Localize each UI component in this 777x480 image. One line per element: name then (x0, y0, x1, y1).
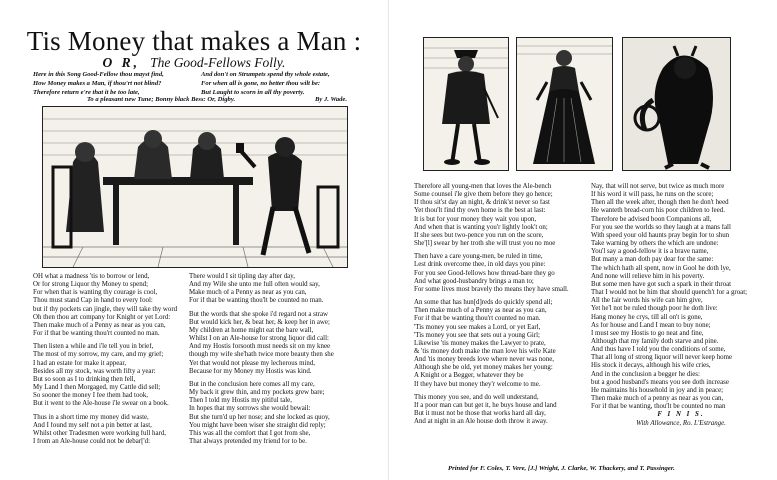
verse-line: If his word it will pass, he runs on the score; (591, 191, 714, 199)
verse-line: With speed your old haunts pray begin for to shun (591, 231, 730, 239)
verse-line: 'Tis money you see makes a Lord, or yet Earl, (414, 323, 541, 331)
verse-line: That all long of strong liquor will never keep home (591, 354, 733, 362)
verse-line: You'l say a good-fellow it is a brave name, (591, 248, 709, 256)
verse-line: Likewise 'tis money makes the Lawyer to prate, (414, 339, 546, 347)
verse-line: Then I told my Hostis my pitiful tale, (189, 397, 292, 405)
tune-line (87, 96, 347, 103)
verse-line: For if that be wanting, thou'lt be counted no man (591, 403, 726, 411)
ballad-subtitle (0, 55, 388, 71)
verse-line: though my wife she'hath twice more beauty then she (189, 351, 334, 359)
verse-line: But in the conclusion here comes all my care, (189, 380, 315, 388)
left-verse-column-1 (33, 273, 183, 446)
verse-line: The which hath all spent, now in Gool he doth lye, (591, 264, 731, 272)
lady-woodcut-image (516, 37, 613, 171)
gentleman-woodcut-image (423, 37, 509, 171)
verse-line: Although she be old, yet money makes her young: (414, 364, 553, 372)
verse-line: But so soon as I to drinking then fell, (33, 375, 136, 383)
subtitle-or: O R, (102, 55, 141, 70)
verse-line: Then have a care young-men, be ruled in time, (414, 253, 543, 261)
verse-line: If they have but money they'r welcome to me. (414, 380, 541, 388)
verse-line: Because for my Money my Hostis was kind. (189, 367, 312, 375)
verse-line: She'[l] swear by her troth she will trust you no moe (414, 240, 556, 248)
verse-line: In hopes that my sorrows she would bewail: (189, 405, 311, 413)
verse-line: Besides all my stock, was worth fifty a year: (33, 367, 156, 375)
verse-line: For if that be wanting thou'rt counted no man. (414, 315, 541, 323)
verse-line: but if thy pockets can jingle, they will take thy word (33, 305, 178, 313)
verse-line: 'Tis money you see that sets out a young Girl; (414, 331, 540, 339)
verse-line: But it went to the Ale-house i'le swear on a book. (33, 400, 169, 408)
verse-line: For some lives most bravely tho means they have small. (414, 285, 569, 293)
subtitle-text: The Good-Fellows Folly. (150, 55, 286, 70)
ballad-title: Tis Money that makes a Man : (26, 26, 362, 56)
verse-line: And I found my self not a pin better at last, (33, 421, 152, 429)
verse-line: Therefore all young-men that loves the Ale-bench (414, 183, 552, 190)
verse-line: Hang money he crys, till all on't is gone, (591, 313, 703, 321)
verse-line: And when that is wanting you'r lightly look't on; (414, 223, 548, 231)
verse-line: And my Wife she unto me full often would say, (189, 281, 320, 289)
verse-line: This was all the comfort that I got from she, (189, 429, 311, 437)
gentleman-woodcut-drawing (424, 38, 508, 170)
verse-line: Then make much of a Penny as near as you can, (33, 321, 166, 329)
verse-line: Then make much of a Penny as near as you can, (414, 307, 547, 315)
verse-line: As for house and Land I mean to buy none; (591, 321, 711, 329)
verse-line: For you see the worlds so they laugh at a mans fall (591, 223, 731, 231)
verse-line: Make much of a Penny as near as you can, (189, 289, 307, 297)
verse-line: For if that be wanting thou'rt counted no man. (33, 330, 160, 338)
verse-line: For when that is wanting thy courage is cool, (33, 289, 158, 297)
verse-line: All the fair words his wife can him give, (591, 297, 703, 305)
verse-line: He maintains his household in joy and in peace; (591, 386, 724, 394)
verse-line: And thus have I told you the conditions of some, (591, 346, 726, 354)
verse-line: Nay, that will not serve, but twice as much more (591, 183, 725, 190)
verse-line: It is but for your money they wait you upon, (414, 215, 537, 223)
verse-line: That I would not be him that should quench't for a groat; (591, 289, 748, 297)
verse-line: And in the conclusion a begger he dies: (591, 370, 700, 378)
verse-line: I had an estate for make it appear, (33, 359, 127, 367)
printer-imprint: Printed for F. Coles, T. Vere, [J.] Wright, J. Clarke, W. Thackery, and T. Passinger. (448, 465, 675, 472)
verse-line: but a good husband's means you see doth increase (591, 378, 729, 386)
verse-line: And 'tis money breeds love where never was none, (414, 356, 554, 364)
verse-line: And what good-husbandry brings a man to; (414, 277, 534, 285)
lady-woodcut-drawing (517, 38, 612, 170)
intro-line: Therefore return e're that it be too late, (33, 89, 140, 97)
verse-line: Then make much of a penny as near as you can, (591, 395, 724, 403)
intro-line: For when all is gone, no better thou wilt be: (201, 80, 321, 88)
verse-line: Whilst I on an Ale-house for strong liquor did call: (189, 335, 329, 343)
verse-line: Some counsel i'le give them before they go hence; (414, 191, 553, 199)
verse-line: If thou sit'st day an night, & drink'st never so fast (414, 199, 550, 207)
verse-line: Oh then thou art company for Knight or yet Lord: (33, 313, 171, 321)
left-verse-column-2 (189, 273, 369, 446)
verse-line: And none will relieve him in his poverty. (591, 272, 705, 280)
verse-line: My back it grew thin, and my pockets grew bare; (189, 389, 325, 397)
verse-line: Then listen a while and i'le tell you in brief, (33, 343, 154, 351)
verse-line: This money you see, and do well understand, (414, 393, 539, 401)
verse-line: But it must not be those that works hard all day, (414, 410, 546, 418)
verse-line: If she sees but two-pence you run on the score, (414, 231, 544, 239)
verse-line: Take warning by others the which are undone: (591, 240, 719, 248)
verse-line: Yet thou'lt find thy own home is the best at last: (414, 207, 546, 215)
verse-line: So sooner the money I fee them had took, (33, 392, 149, 400)
verse-line: OH what a madness 'tis to borrow or lend, (33, 273, 150, 280)
verse-line: Thus in a short time my money did waste, (33, 413, 149, 421)
verse-line: Or for strong Liquor thy Money to spend; (33, 281, 149, 289)
tavern-woodcut-drawing (43, 107, 347, 267)
verse-line: His stock it decays, although his wife cries, (591, 362, 711, 370)
verse-line: Although that my family doth starve and pine. (591, 337, 719, 345)
right-verse-column-1 (414, 183, 586, 426)
intro-line: But Laught to scorn in all thy poverty. (201, 89, 305, 97)
author-credit: By J. Wade. (315, 96, 347, 103)
verse-line: The most of my sorrow, my care, and my grief; (33, 351, 164, 359)
verse-line: My children at home might eat the bare wall, (189, 326, 314, 334)
verse-line: Then all the week after, though then he don't heed (591, 199, 729, 207)
right-verse-column-2 (591, 183, 771, 428)
verse-line: Therefore be advised boon Companions all, (591, 215, 712, 223)
verse-line: You might have been wiser she straight did reply; (189, 421, 326, 429)
devil-woodcut-drawing (623, 38, 730, 170)
verse-line: He wanteth bread-corn his poor children to feed. (591, 207, 725, 215)
verse-line: There would I sit tipling day after day, (189, 273, 295, 280)
devil-woodcut-image (622, 37, 731, 171)
verse-line: A Knight or a Begger, whatever they be (414, 372, 524, 380)
intro-verse-left (33, 70, 164, 98)
verse-line: For you see Good-fellows how thread-bare they go (414, 269, 555, 277)
verse-line: But she turn'd up her nose; and she locked as quoy, (189, 413, 330, 421)
verse-line: Thou must stand Cap in hand to every fool: (33, 297, 153, 305)
verse-line: But would kick her, & beat her, & keep her in awe; (189, 318, 330, 326)
intro-line: Here in this Song Good-Fellow thou mayst find, (33, 71, 164, 78)
verse-line: I must see my Hostis to go neat and fine, (591, 329, 704, 337)
finis-mark: F I N I S. (657, 411, 705, 419)
intro-verse-right (201, 70, 330, 98)
verse-line: Whilst other Tradesmen were working full hard, (33, 429, 167, 437)
verse-line: My Land I then Morgaged, my Cattle did sell; (33, 384, 161, 392)
verse-line: That always pretended my friend for to be. (189, 437, 307, 445)
allowance-line: With Allowance, Ro. L'Estrange. (636, 419, 726, 427)
intro-line: How Money makes a Man, if thou'rt not blind? (33, 80, 162, 88)
verse-line: But the words that she spoke i'd regard not a straw (189, 310, 329, 318)
verse-line: I from an Ale-house could not be debar['d: (33, 437, 151, 445)
verse-line: Yet that would not please my lecherous mind, (189, 359, 315, 367)
verse-line: But many a man doth pay dear for the same: (591, 256, 714, 264)
intro-line: And don't on Strumpets spend thy whole estate, (201, 71, 330, 78)
verse-line: Lest drink overcome thee, in old days you pine: (414, 261, 546, 269)
verse-line: And at night in an Ale house doth throw it away. (414, 418, 548, 426)
verse-line: An some that has hun[d]reds do quickly spend all; (414, 299, 553, 307)
verse-line: If a poor man can but get it, he buys house and land (414, 401, 557, 409)
tavern-woodcut-image (42, 106, 348, 268)
verse-line: And my Hostis forsooth must needs sit on my knee (189, 343, 331, 351)
verse-line: Yet he'l not be ruled though poor he doth live: (591, 305, 718, 313)
verse-line: & 'tis money doth make the man love his wife Kate (414, 347, 556, 355)
verse-line: For if that be wanting thou'lt be counted no man. (189, 297, 324, 305)
verse-line: But some men have got such a spark in their throat (591, 280, 732, 288)
tune-text: To a pleasant new Tune; Bonny black Bess: Or, Digby. (87, 96, 236, 103)
